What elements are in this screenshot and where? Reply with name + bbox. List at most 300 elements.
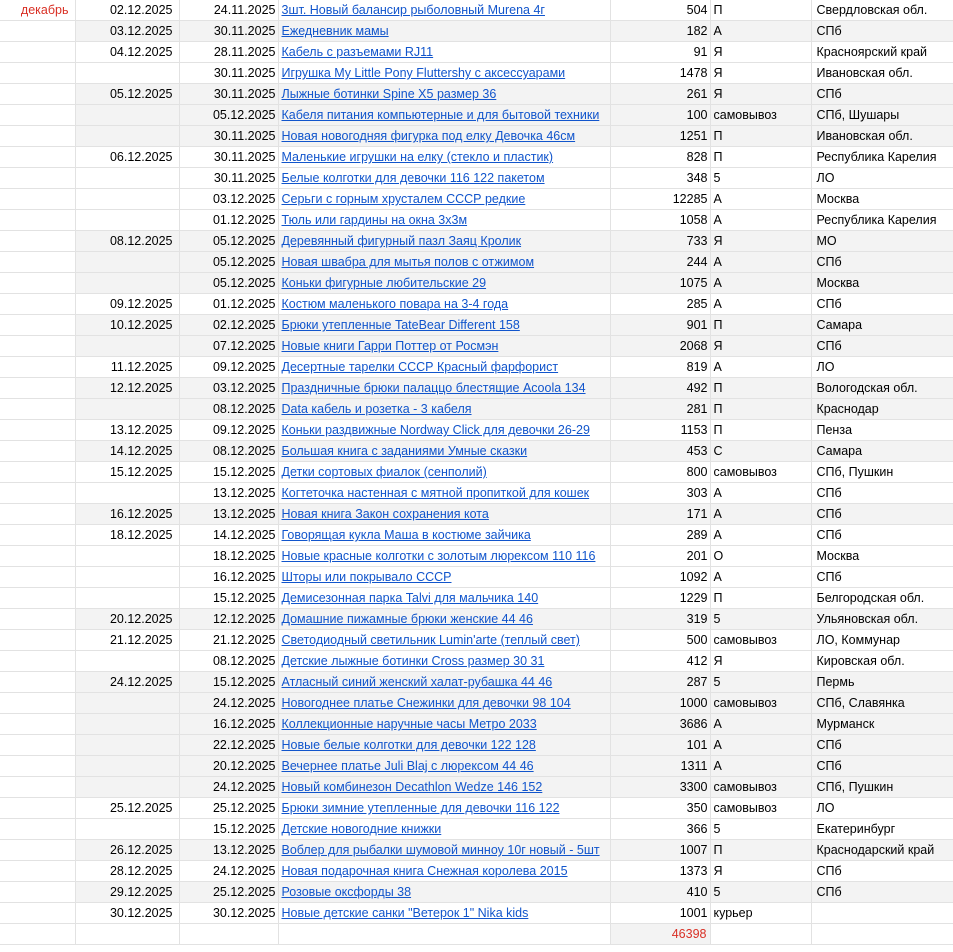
item-cell[interactable] [278, 336, 610, 357]
delivery-date-cell[interactable]: 09.12.2025 [75, 294, 179, 315]
month-cell[interactable] [0, 861, 75, 882]
carrier-cell[interactable] [710, 924, 811, 945]
item-cell[interactable] [278, 525, 610, 546]
month-cell[interactable] [0, 84, 75, 105]
item-cell[interactable] [278, 504, 610, 525]
carrier-cell[interactable]: 5 [710, 168, 811, 189]
carrier-cell[interactable]: А [710, 483, 811, 504]
region-cell[interactable]: СПб [811, 756, 953, 777]
region-cell[interactable]: Республика Карелия [811, 210, 953, 231]
item-cell[interactable] [278, 168, 610, 189]
order-date-cell[interactable]: 01.12.2025 [179, 294, 278, 315]
delivery-date-cell[interactable]: 11.12.2025 [75, 357, 179, 378]
delivery-date-cell[interactable]: 26.12.2025 [75, 840, 179, 861]
item-cell[interactable] [278, 840, 610, 861]
month-cell[interactable] [0, 693, 75, 714]
order-date-cell[interactable]: 25.12.2025 [179, 798, 278, 819]
delivery-date-cell[interactable]: 24.12.2025 [75, 672, 179, 693]
price-cell[interactable]: 261 [610, 84, 710, 105]
month-cell[interactable] [0, 189, 75, 210]
item-cell[interactable] [278, 903, 610, 924]
item-link[interactable]: Ежедневник мамы [281, 24, 389, 38]
region-cell[interactable]: СПб, Пушкин [811, 462, 953, 483]
region-cell[interactable]: СПб [811, 294, 953, 315]
item-cell[interactable] [278, 231, 610, 252]
price-cell[interactable]: 366 [610, 819, 710, 840]
order-date-cell[interactable]: 03.12.2025 [179, 189, 278, 210]
item-cell[interactable] [278, 21, 610, 42]
item-link[interactable]: Серьги с горным хрусталем СССР редкие [281, 192, 526, 206]
month-cell[interactable] [0, 378, 75, 399]
region-cell[interactable]: Республика Карелия [811, 147, 953, 168]
price-cell[interactable]: 281 [610, 399, 710, 420]
delivery-date-cell[interactable]: 12.12.2025 [75, 378, 179, 399]
carrier-cell[interactable]: П [710, 588, 811, 609]
price-cell[interactable]: 733 [610, 231, 710, 252]
region-cell[interactable]: СПб [811, 735, 953, 756]
order-date-cell[interactable]: 30.11.2025 [179, 126, 278, 147]
delivery-date-cell[interactable]: 04.12.2025 [75, 42, 179, 63]
item-link[interactable]: Десертные тарелки СССР Красный фарфорист [281, 360, 559, 374]
region-cell[interactable]: Ивановская обл. [811, 63, 953, 84]
price-cell[interactable]: 1153 [610, 420, 710, 441]
item-link[interactable]: Коньки раздвижные Nordway Click для девочки 26-29 [281, 423, 590, 437]
price-cell[interactable]: 350 [610, 798, 710, 819]
delivery-date-cell[interactable] [75, 63, 179, 84]
item-link[interactable]: Детки сортовых фиалок (сенполий) [281, 465, 487, 479]
order-date-cell[interactable]: 20.12.2025 [179, 756, 278, 777]
month-cell[interactable] [0, 315, 75, 336]
region-cell[interactable]: Краснодар [811, 399, 953, 420]
item-link[interactable]: Праздничные брюки палаццо блестящие Acoola 134 [281, 381, 586, 395]
price-cell[interactable]: 1311 [610, 756, 710, 777]
price-cell[interactable]: 500 [610, 630, 710, 651]
carrier-cell[interactable]: Я [710, 231, 811, 252]
delivery-date-cell[interactable]: 18.12.2025 [75, 525, 179, 546]
carrier-cell[interactable]: П [710, 147, 811, 168]
item-cell[interactable] [278, 147, 610, 168]
delivery-date-cell[interactable] [75, 588, 179, 609]
item-link[interactable]: Брюки зимние утепленные для девочки 116 122 [281, 801, 560, 815]
region-cell[interactable]: ЛО [811, 357, 953, 378]
month-cell[interactable] [0, 777, 75, 798]
item-link[interactable]: Большая книга с заданиями Умные сказки [281, 444, 528, 458]
order-date-cell[interactable]: 16.12.2025 [179, 567, 278, 588]
item-cell[interactable] [278, 651, 610, 672]
month-cell[interactable] [0, 105, 75, 126]
item-link[interactable]: Новая подарочная книга Снежная королева 2015 [281, 864, 568, 878]
month-cell[interactable] [0, 546, 75, 567]
order-date-cell[interactable]: 24.11.2025 [179, 0, 278, 21]
price-cell[interactable]: 1007 [610, 840, 710, 861]
region-cell[interactable]: СПб [811, 504, 953, 525]
delivery-date-cell[interactable]: 03.12.2025 [75, 21, 179, 42]
item-cell[interactable] [278, 0, 610, 21]
region-cell[interactable]: СПб [811, 252, 953, 273]
region-cell[interactable]: СПб, Шушары [811, 105, 953, 126]
carrier-cell[interactable]: П [710, 399, 811, 420]
item-link[interactable]: Кабеля питания компьютерные и для бытовой техники [281, 108, 600, 122]
item-cell[interactable] [278, 693, 610, 714]
item-link[interactable]: Новые книги Гарри Поттер от Росмэн [281, 339, 499, 353]
item-cell[interactable] [278, 567, 610, 588]
item-cell[interactable] [278, 315, 610, 336]
carrier-cell[interactable]: П [710, 840, 811, 861]
delivery-date-cell[interactable]: 25.12.2025 [75, 798, 179, 819]
order-date-cell[interactable]: 08.12.2025 [179, 441, 278, 462]
region-cell[interactable]: ЛО, Коммунар [811, 630, 953, 651]
order-date-cell[interactable]: 30.11.2025 [179, 21, 278, 42]
item-link[interactable]: Детские лыжные ботинки Cross размер 30 31 [281, 654, 545, 668]
price-cell[interactable]: 1373 [610, 861, 710, 882]
item-link[interactable]: Коньки фигурные любительские 29 [281, 276, 487, 290]
item-cell[interactable] [278, 882, 610, 903]
region-cell[interactable] [811, 903, 953, 924]
carrier-cell[interactable]: 5 [710, 882, 811, 903]
price-cell[interactable]: 492 [610, 378, 710, 399]
carrier-cell[interactable]: А [710, 21, 811, 42]
carrier-cell[interactable]: Я [710, 42, 811, 63]
item-cell[interactable] [278, 84, 610, 105]
item-cell[interactable] [278, 63, 610, 84]
region-cell[interactable]: Самара [811, 315, 953, 336]
carrier-cell[interactable]: 5 [710, 672, 811, 693]
month-cell[interactable] [0, 42, 75, 63]
price-cell[interactable]: 1092 [610, 567, 710, 588]
price-cell[interactable]: 1251 [610, 126, 710, 147]
order-date-cell[interactable]: 15.12.2025 [179, 672, 278, 693]
order-date-cell[interactable]: 30.11.2025 [179, 168, 278, 189]
carrier-cell[interactable]: П [710, 420, 811, 441]
order-date-cell[interactable]: 08.12.2025 [179, 651, 278, 672]
item-link[interactable]: Новая новогодняя фигурка под елку Девочка 46см [281, 129, 576, 143]
month-cell[interactable] [0, 609, 75, 630]
item-link[interactable]: Костюм маленького повара на 3-4 года [281, 297, 509, 311]
carrier-cell[interactable]: А [710, 504, 811, 525]
month-cell[interactable] [0, 483, 75, 504]
item-link[interactable]: Новая книга Закон сохранения кота [281, 507, 489, 521]
region-cell[interactable]: ЛО [811, 168, 953, 189]
order-date-cell[interactable]: 03.12.2025 [179, 378, 278, 399]
delivery-date-cell[interactable]: 06.12.2025 [75, 147, 179, 168]
item-link[interactable]: Светодиодный светильник Lumin'arte (теплый свет) [281, 633, 580, 647]
price-cell[interactable]: 289 [610, 525, 710, 546]
delivery-date-cell[interactable] [75, 714, 179, 735]
region-cell[interactable]: СПб, Пушкин [811, 777, 953, 798]
month-cell[interactable] [0, 798, 75, 819]
price-cell[interactable]: 182 [610, 21, 710, 42]
month-cell[interactable] [0, 735, 75, 756]
carrier-cell[interactable]: самовывоз [710, 462, 811, 483]
delivery-date-cell[interactable] [75, 924, 179, 945]
carrier-cell[interactable]: О [710, 546, 811, 567]
month-cell[interactable] [0, 504, 75, 525]
carrier-cell[interactable]: А [710, 294, 811, 315]
item-link[interactable]: Тюль или гардины на окна 3х3м [281, 213, 468, 227]
price-cell[interactable]: 303 [610, 483, 710, 504]
delivery-date-cell[interactable] [75, 756, 179, 777]
order-date-cell[interactable]: 28.11.2025 [179, 42, 278, 63]
price-cell[interactable]: 348 [610, 168, 710, 189]
item-link[interactable]: Шторы или покрывало СССР [281, 570, 452, 584]
item-link[interactable]: Маленькие игрушки на елку (стекло и пластик) [281, 150, 554, 164]
region-cell[interactable]: СПб [811, 483, 953, 504]
order-date-cell[interactable]: 13.12.2025 [179, 840, 278, 861]
delivery-date-cell[interactable]: 14.12.2025 [75, 441, 179, 462]
delivery-date-cell[interactable]: 16.12.2025 [75, 504, 179, 525]
item-cell[interactable] [278, 42, 610, 63]
order-date-cell[interactable]: 05.12.2025 [179, 252, 278, 273]
month-cell[interactable] [0, 420, 75, 441]
delivery-date-cell[interactable] [75, 567, 179, 588]
month-cell[interactable] [0, 630, 75, 651]
price-cell[interactable]: 244 [610, 252, 710, 273]
item-link[interactable]: Новые детские санки "Ветерок 1" Nika kids [281, 906, 529, 920]
carrier-cell[interactable]: А [710, 714, 811, 735]
item-cell[interactable] [278, 252, 610, 273]
region-cell[interactable]: Ульяновская обл. [811, 609, 953, 630]
region-cell[interactable]: Пермь [811, 672, 953, 693]
carrier-cell[interactable]: П [710, 315, 811, 336]
delivery-date-cell[interactable]: 28.12.2025 [75, 861, 179, 882]
carrier-cell[interactable]: А [710, 210, 811, 231]
price-cell[interactable]: 91 [610, 42, 710, 63]
order-date-cell[interactable]: 30.11.2025 [179, 63, 278, 84]
month-cell[interactable] [0, 399, 75, 420]
total-cell[interactable]: 46398 [610, 924, 710, 945]
delivery-date-cell[interactable]: 20.12.2025 [75, 609, 179, 630]
carrier-cell[interactable]: Я [710, 84, 811, 105]
delivery-date-cell[interactable]: 29.12.2025 [75, 882, 179, 903]
delivery-date-cell[interactable] [75, 546, 179, 567]
item-link[interactable]: Домашние пижамные брюки женские 44 46 [281, 612, 533, 626]
price-cell[interactable]: 201 [610, 546, 710, 567]
order-date-cell[interactable]: 01.12.2025 [179, 210, 278, 231]
region-cell[interactable]: Пенза [811, 420, 953, 441]
region-cell[interactable]: СПб [811, 861, 953, 882]
month-cell[interactable] [0, 525, 75, 546]
price-cell[interactable]: 1229 [610, 588, 710, 609]
item-cell[interactable] [278, 777, 610, 798]
order-date-cell[interactable]: 05.12.2025 [179, 105, 278, 126]
item-link[interactable]: Говорящая кукла Маша в костюме зайчика [281, 528, 531, 542]
region-cell[interactable]: Краснодарский край [811, 840, 953, 861]
region-cell[interactable]: Москва [811, 189, 953, 210]
price-cell[interactable]: 12285 [610, 189, 710, 210]
order-date-cell[interactable]: 18.12.2025 [179, 546, 278, 567]
carrier-cell[interactable]: Я [710, 651, 811, 672]
order-date-cell[interactable]: 15.12.2025 [179, 462, 278, 483]
month-cell[interactable] [0, 882, 75, 903]
item-link[interactable]: Вечернее платье Juli Blaj с люрексом 44 46 [281, 759, 534, 773]
price-cell[interactable]: 828 [610, 147, 710, 168]
delivery-date-cell[interactable] [75, 399, 179, 420]
item-cell[interactable] [278, 546, 610, 567]
item-cell[interactable] [278, 126, 610, 147]
price-cell[interactable]: 453 [610, 441, 710, 462]
region-cell[interactable]: Екатеринбург [811, 819, 953, 840]
carrier-cell[interactable]: 5 [710, 609, 811, 630]
item-link[interactable]: Игрушка My Little Pony Fluttershy с аксессуарами [281, 66, 566, 80]
region-cell[interactable]: СПб [811, 21, 953, 42]
item-link[interactable]: Новая швабра для мытья полов с отжимом [281, 255, 535, 269]
carrier-cell[interactable]: самовывоз [710, 630, 811, 651]
item-link[interactable]: Новогоднее платье Снежинки для девочки 98 104 [281, 696, 571, 710]
order-date-cell[interactable]: 05.12.2025 [179, 231, 278, 252]
carrier-cell[interactable]: П [710, 378, 811, 399]
region-cell[interactable]: Красноярский край [811, 42, 953, 63]
item-link[interactable]: Детские новогодние книжки [281, 822, 442, 836]
item-link[interactable]: Атласный синий женский халат-рубашка 44 46 [281, 675, 553, 689]
order-date-cell[interactable]: 12.12.2025 [179, 609, 278, 630]
item-cell[interactable] [278, 105, 610, 126]
price-cell[interactable]: 819 [610, 357, 710, 378]
order-date-cell[interactable]: 21.12.2025 [179, 630, 278, 651]
region-cell[interactable] [811, 924, 953, 945]
order-date-cell[interactable]: 09.12.2025 [179, 357, 278, 378]
month-cell[interactable] [0, 714, 75, 735]
region-cell[interactable]: Самара [811, 441, 953, 462]
item-link[interactable]: Розовые оксфорды 38 [281, 885, 412, 899]
carrier-cell[interactable]: курьер [710, 903, 811, 924]
carrier-cell[interactable]: П [710, 0, 811, 21]
month-cell[interactable] [0, 168, 75, 189]
delivery-date-cell[interactable]: 15.12.2025 [75, 462, 179, 483]
item-cell[interactable] [278, 441, 610, 462]
month-cell[interactable] [0, 252, 75, 273]
region-cell[interactable]: СПб [811, 525, 953, 546]
month-cell[interactable] [0, 126, 75, 147]
item-link[interactable]: Новые белые колготки для девочки 122 128 [281, 738, 536, 752]
price-cell[interactable]: 1075 [610, 273, 710, 294]
region-cell[interactable]: Кировская обл. [811, 651, 953, 672]
order-date-cell[interactable]: 13.12.2025 [179, 504, 278, 525]
delivery-date-cell[interactable] [75, 273, 179, 294]
price-cell[interactable]: 3300 [610, 777, 710, 798]
order-date-cell[interactable]: 30.11.2025 [179, 147, 278, 168]
order-date-cell[interactable]: 02.12.2025 [179, 315, 278, 336]
item-cell[interactable] [278, 714, 610, 735]
order-date-cell[interactable]: 09.12.2025 [179, 420, 278, 441]
price-cell[interactable]: 319 [610, 609, 710, 630]
region-cell[interactable]: Свердловская обл. [811, 0, 953, 21]
carrier-cell[interactable]: А [710, 756, 811, 777]
item-link[interactable]: Воблер для рыбалки шумовой минноу 10г новый - 5шт [281, 843, 600, 857]
item-link[interactable]: Новые красные колготки с золотым люрексом 110 116 [281, 549, 596, 563]
item-cell[interactable] [278, 735, 610, 756]
order-date-cell[interactable]: 22.12.2025 [179, 735, 278, 756]
item-link[interactable]: Data кабель и розетка - 3 кабеля [281, 402, 472, 416]
delivery-date-cell[interactable] [75, 252, 179, 273]
item-cell[interactable] [278, 861, 610, 882]
order-date-cell[interactable]: 07.12.2025 [179, 336, 278, 357]
price-cell[interactable]: 171 [610, 504, 710, 525]
region-cell[interactable]: СПб [811, 567, 953, 588]
price-cell[interactable]: 287 [610, 672, 710, 693]
delivery-date-cell[interactable] [75, 777, 179, 798]
month-cell[interactable] [0, 840, 75, 861]
region-cell[interactable]: МО [811, 231, 953, 252]
region-cell[interactable]: СПб [811, 84, 953, 105]
price-cell[interactable]: 504 [610, 0, 710, 21]
item-cell[interactable] [278, 756, 610, 777]
price-cell[interactable]: 901 [610, 315, 710, 336]
item-link[interactable]: Демисезонная парка Talvi для мальчика 140 [281, 591, 539, 605]
order-date-cell[interactable]: 05.12.2025 [179, 273, 278, 294]
price-cell[interactable]: 412 [610, 651, 710, 672]
month-cell[interactable] [0, 903, 75, 924]
price-cell[interactable]: 100 [610, 105, 710, 126]
region-cell[interactable]: ЛО [811, 798, 953, 819]
delivery-date-cell[interactable] [75, 105, 179, 126]
item-cell[interactable] [278, 420, 610, 441]
order-date-cell[interactable]: 08.12.2025 [179, 399, 278, 420]
month-cell[interactable] [0, 756, 75, 777]
carrier-cell[interactable]: 5 [710, 819, 811, 840]
carrier-cell[interactable]: А [710, 357, 811, 378]
delivery-date-cell[interactable] [75, 735, 179, 756]
item-link[interactable]: Новый комбинезон Decathlon Wedze 146 152 [281, 780, 543, 794]
order-date-cell[interactable]: 15.12.2025 [179, 588, 278, 609]
item-cell[interactable] [278, 609, 610, 630]
delivery-date-cell[interactable] [75, 819, 179, 840]
item-cell[interactable] [278, 798, 610, 819]
delivery-date-cell[interactable] [75, 336, 179, 357]
order-date-cell[interactable]: 16.12.2025 [179, 714, 278, 735]
delivery-date-cell[interactable] [75, 168, 179, 189]
price-cell[interactable]: 2068 [610, 336, 710, 357]
item-link[interactable]: 3шт. Новый балансир рыболовный Murena 4г [281, 3, 545, 17]
carrier-cell[interactable]: самовывоз [710, 777, 811, 798]
item-link[interactable]: Кабель с разъемами RJ11 [281, 45, 434, 59]
delivery-date-cell[interactable] [75, 210, 179, 231]
month-cell[interactable] [0, 819, 75, 840]
carrier-cell[interactable]: А [710, 567, 811, 588]
month-cell[interactable] [0, 567, 75, 588]
item-cell[interactable] [278, 483, 610, 504]
item-link[interactable]: Белые колготки для девочки 116 122 пакетом [281, 171, 545, 185]
carrier-cell[interactable]: Я [710, 336, 811, 357]
month-cell[interactable] [0, 210, 75, 231]
month-cell[interactable] [0, 441, 75, 462]
month-cell[interactable] [0, 336, 75, 357]
carrier-cell[interactable]: самовывоз [710, 693, 811, 714]
delivery-date-cell[interactable] [75, 483, 179, 504]
item-link[interactable]: Коллекционные наручные часы Метро 2033 [281, 717, 537, 731]
order-date-cell[interactable]: 15.12.2025 [179, 819, 278, 840]
month-cell[interactable] [0, 672, 75, 693]
carrier-cell[interactable]: А [710, 273, 811, 294]
order-date-cell[interactable]: 25.12.2025 [179, 882, 278, 903]
item-cell[interactable] [278, 588, 610, 609]
item-cell[interactable] [278, 630, 610, 651]
month-cell[interactable] [0, 462, 75, 483]
region-cell[interactable]: Белгородская обл. [811, 588, 953, 609]
month-cell[interactable]: декабрь [0, 0, 75, 21]
month-cell[interactable] [0, 588, 75, 609]
item-link[interactable]: Деревянный фигурный пазл Заяц Кролик [281, 234, 522, 248]
item-cell[interactable] [278, 189, 610, 210]
order-date-cell[interactable] [179, 924, 278, 945]
carrier-cell[interactable]: П [710, 126, 811, 147]
region-cell[interactable]: Ивановская обл. [811, 126, 953, 147]
carrier-cell[interactable]: С [710, 441, 811, 462]
month-cell[interactable] [0, 231, 75, 252]
item-cell[interactable] [278, 399, 610, 420]
carrier-cell[interactable]: самовывоз [710, 105, 811, 126]
price-cell[interactable]: 1478 [610, 63, 710, 84]
order-date-cell[interactable]: 30.12.2025 [179, 903, 278, 924]
